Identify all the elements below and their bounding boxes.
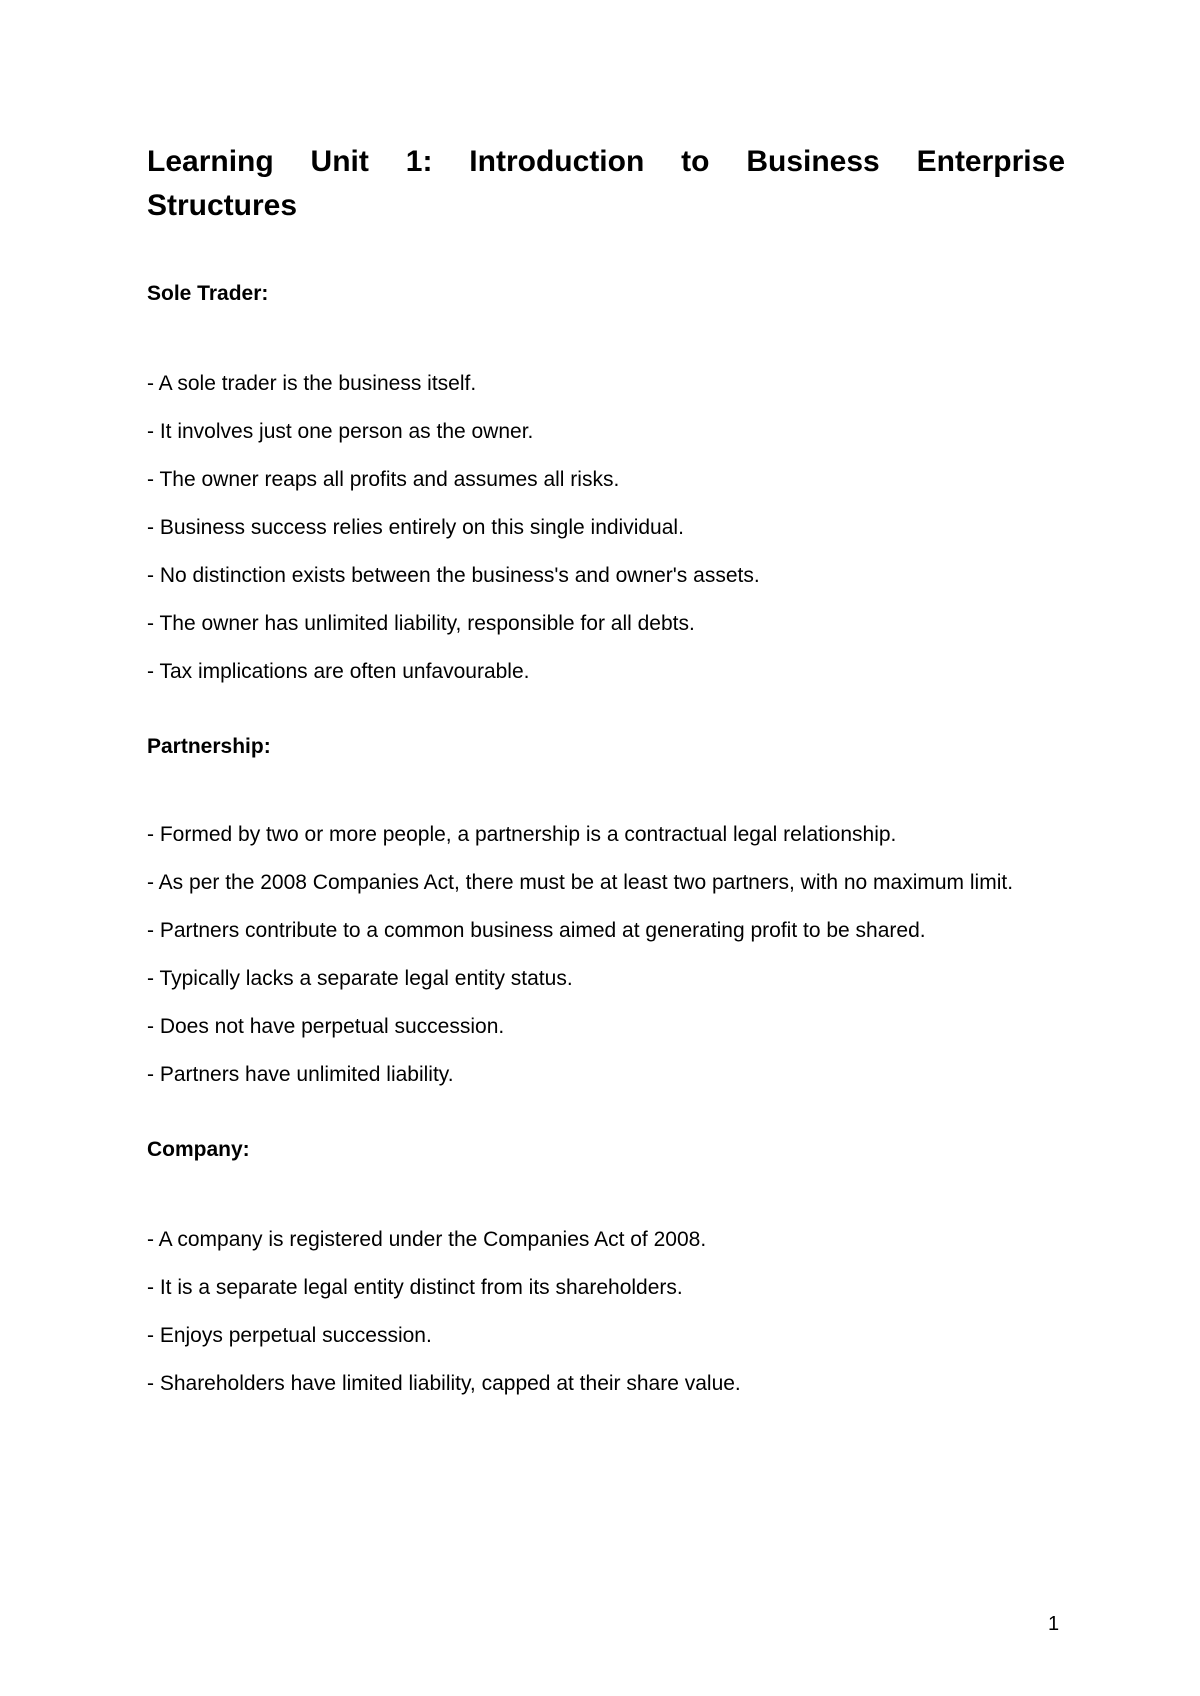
- bullet-list-sole-trader: [147, 368, 1065, 687]
- list-item: - Does not have perpetual succession.: [147, 1015, 505, 1038]
- list-item: - The owner has unlimited liability, responsible for all debts.: [147, 612, 695, 635]
- section-partnership: [147, 733, 1065, 1090]
- section-heading-company: Company:: [147, 1138, 250, 1161]
- list-item: - As per the 2008 Companies Act, there must be at least two partners, with no maximum limit.: [147, 871, 1014, 894]
- document-title: Learning Unit 1: Introduction to Business Enterprise Structures: [147, 145, 1065, 222]
- list-item: - Typically lacks a separate legal entity status.: [147, 967, 573, 990]
- list-item: - It involves just one person as the owner.: [147, 420, 534, 443]
- list-item: - It is a separate legal entity distinct from its shareholders.: [147, 1276, 683, 1299]
- section-heading-partnership: Partnership:: [147, 735, 271, 758]
- list-item: - Enjoys perpetual succession.: [147, 1324, 432, 1347]
- list-item: - Partners have unlimited liability.: [147, 1063, 454, 1086]
- page-number: 1: [1048, 1613, 1060, 1635]
- list-item: - A sole trader is the business itself.: [147, 372, 477, 395]
- bullet-list-partnership: [147, 819, 1065, 1090]
- list-item: - Shareholders have limited liability, capped at their share value.: [147, 1372, 741, 1395]
- document-content: [147, 140, 1065, 1416]
- bullet-list-company: [147, 1224, 1065, 1399]
- list-item: - Formed by two or more people, a partnership is a contractual legal relationship.: [147, 823, 897, 846]
- list-item: - No distinction exists between the business's and owner's assets.: [147, 564, 760, 587]
- list-item: - Business success relies entirely on this single individual.: [147, 516, 684, 539]
- list-item: - A company is registered under the Companies Act of 2008.: [147, 1228, 707, 1251]
- section-company: [147, 1136, 1065, 1399]
- section-heading-sole-trader: Sole Trader:: [147, 282, 269, 305]
- list-item: - Tax implications are often unfavourable.: [147, 660, 530, 683]
- section-sole-trader: [147, 280, 1065, 687]
- list-item: - Partners contribute to a common business aimed at generating profit to be shared.: [147, 919, 926, 942]
- list-item: - The owner reaps all profits and assumes all risks.: [147, 468, 620, 491]
